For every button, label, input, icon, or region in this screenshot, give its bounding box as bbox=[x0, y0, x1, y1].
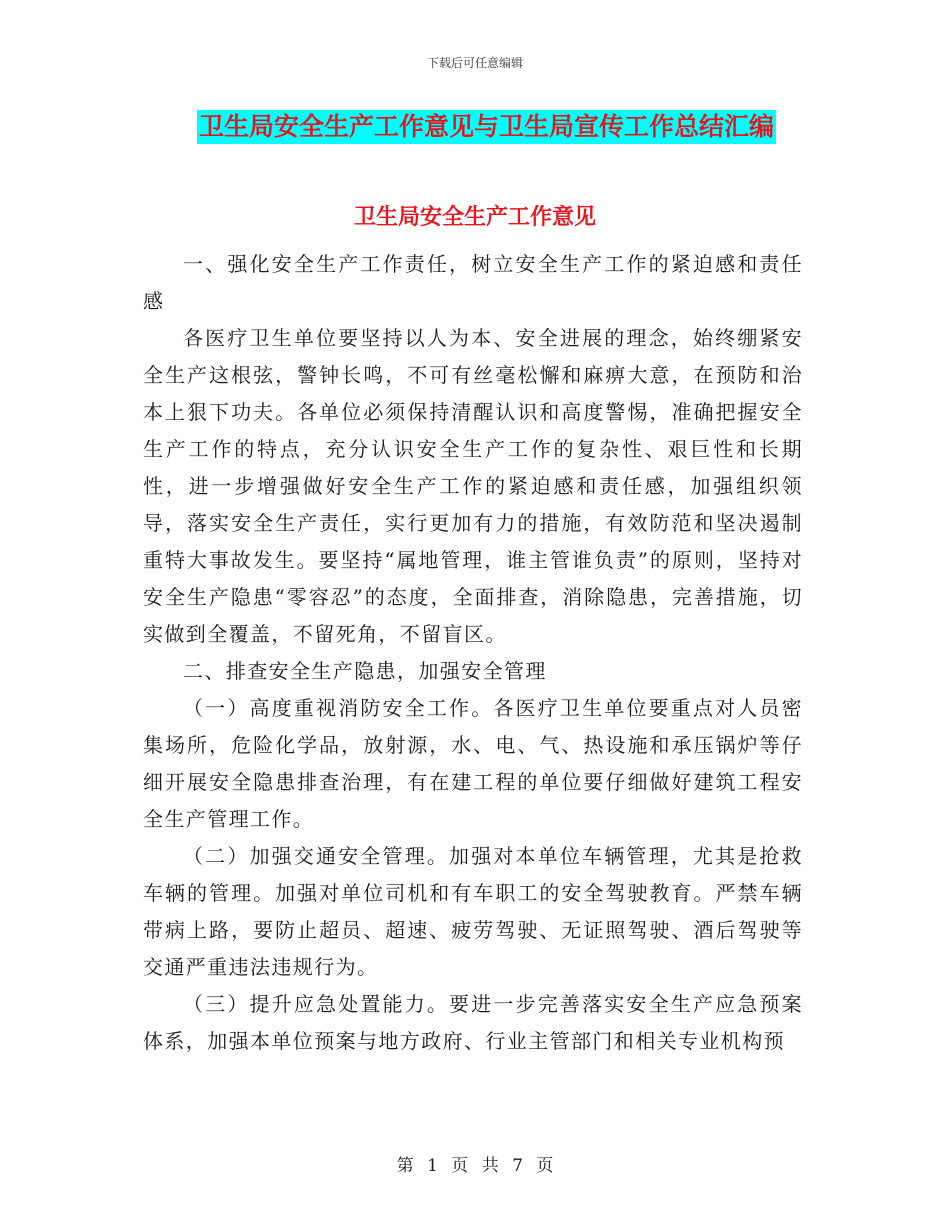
page-header-note: 下载后可任意编辑 bbox=[426, 56, 523, 70]
document-body bbox=[143, 246, 803, 1060]
section-title: 卫生局安全生产工作意见 bbox=[353, 205, 596, 230]
paragraph: （一）高度重视消防安全工作。各医疗卫生单位要重点对人员密集场所，危险化学品，放射源，水、电、气、热设施和承压锅炉等仔细开展安全隐患排查治理，有在建工程的单位要仔细做好建筑工程安全生产管理工作。 bbox=[143, 696, 803, 831]
paragraph-heading-1: 一、强化安全生产工作责任，树立安全生产工作的紧迫感和责任感 bbox=[143, 252, 803, 313]
document-title: 卫生局安全生产工作意见与卫生局宣传工作总结汇编 bbox=[197, 110, 776, 144]
paragraph-heading-2: 二、排查安全生产隐患，加强安全管理 bbox=[183, 659, 547, 683]
paragraph: （二）加强交通安全管理。加强对本单位车辆管理，尤其是抢救车辆的管理。加强对单位司机和有车职工的安全驾驶教育。严禁车辆带病上路，要防止超员、超速、疲劳驾驶、无证照驾驶、酒后驾驶等交通严重违法违规行为。 bbox=[143, 844, 803, 979]
page-number-footer: 第 1 页 共 7 页 bbox=[396, 1156, 554, 1176]
paragraph: （三）提升应急处置能力。要进一步完善落实安全生产应急预案体系，加强本单位预案与地方政府、行业主管部门和相关专业机构预 bbox=[143, 992, 803, 1053]
paragraph: 各医疗卫生单位要坚持以人为本、安全进展的理念，始终绷紧安全生产这根弦，警钟长鸣，不可有丝毫松懈和麻痹大意，在预防和治本上狠下功夫。各单位必须保持清醒认识和高度警惕，准确把握安全生产工作的特点，充分认识安全生产工作的复杂性、艰巨性和长期性，进一步增强做好安全生产工作的紧迫感和责任感，加强组织领导，落实安全生产责任，实行更加有力的措施，有效防范和坚决遏制重特大事故发生。要坚持“属地管理，谁主管谁负责”的原则，坚持对安全生产隐患“零容忍”的态度，全面排查，消除隐患，完善措施，切实做到全覆盖，不留死角，不留盲区。 bbox=[143, 326, 803, 646]
